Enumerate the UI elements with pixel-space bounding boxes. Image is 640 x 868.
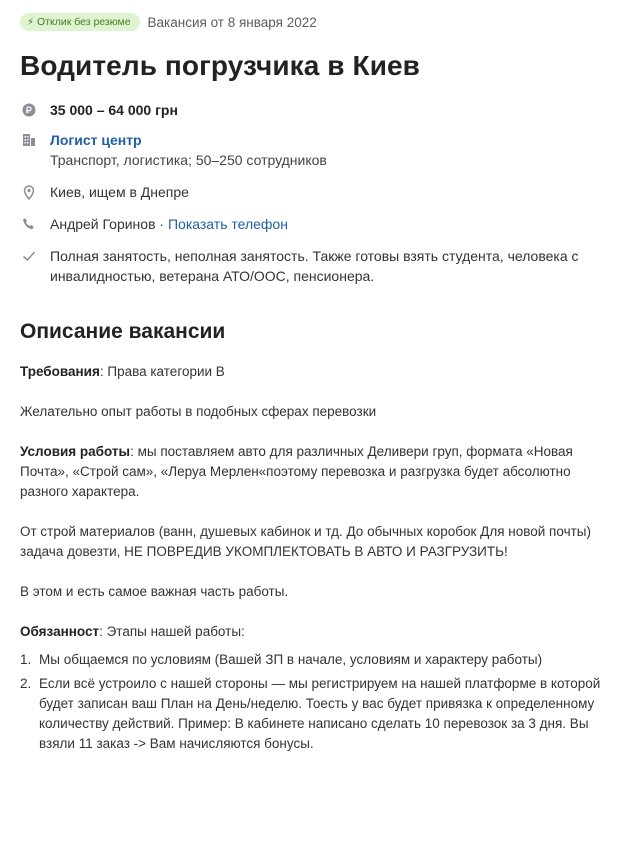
list-item <box>20 650 620 670</box>
vacancy-meta-row <box>20 12 620 32</box>
vacancy-info <box>20 100 620 286</box>
vacancy-date: Вакансия от 8 января 2022 <box>147 14 317 30</box>
requirements-paragraph <box>20 362 620 382</box>
requirements-label: Требования <box>20 364 100 379</box>
experience-paragraph: Желательно опыт работы в подобных сферах перевозки <box>20 404 377 419</box>
vacancy-description <box>20 362 620 754</box>
show-phone-link[interactable]: Показать телефон <box>167 216 288 232</box>
duties-paragraph <box>20 622 620 642</box>
contact-separator: · <box>155 216 168 232</box>
conditions-text: : мы поставляем авто для различных Деливери груп, формата «Новая Почта», «Строй сам», «Леруа Мерлен«поэтому перевозка и разгрузка будет абсолютно разного характера. <box>20 444 573 499</box>
conditions-paragraph <box>20 442 620 502</box>
salary-row <box>20 100 620 120</box>
materials-paragraph: От строй материалов (ванн, душевых кабинок и тд. До обычных коробок Для новой почты) задача довезти, НЕ ПОВРЕДИВ УКОМПЛЕКТОВАТЬ В АВТО И РАЗГРУЗИТЬ! <box>20 524 591 559</box>
phone-icon <box>20 215 38 233</box>
salary-value: 35 000 – 64 000 грн <box>50 102 178 118</box>
checkmark-icon <box>20 247 38 265</box>
step-text: Мы общаемся по условиям (Вашей ЗП в начале, условиям и характеру работы) <box>39 652 543 667</box>
salary-icon <box>20 101 38 119</box>
company-row <box>20 130 620 170</box>
employment-row <box>20 246 620 286</box>
employment-text: Полная занятость, неполная занятость. Также готовы взять студента, человека с инвалидностью, ветерана АТО/ООС, пенсионера. <box>50 248 579 284</box>
badge-label: Отклик без резюме <box>37 16 131 28</box>
requirements-text: : Права категории В <box>99 364 225 379</box>
conditions-label: Условия работы <box>20 444 131 459</box>
location-text: Киев, ищем в Днепре <box>50 184 189 200</box>
duties-text: : Этапы нашей работы: <box>99 624 245 639</box>
bolt-icon: ⚡︎ <box>27 16 35 28</box>
no-resume-badge[interactable] <box>20 13 140 31</box>
location-row <box>20 182 620 202</box>
contact-name: Андрей Горинов <box>50 216 156 232</box>
step-text: Если всё устроило с нашей стороны — мы регистрируем на нашей платформе в которой будет записан ваш План на День/неделю. Тоесть у вас будет привязка к определенному количеству действий. Пример: В кабинете написано сделать 10 перевозок за 3 дня. Вы взяли 11 заказ -> Вам начисляются бонусы. <box>39 676 601 751</box>
list-item <box>20 674 620 754</box>
step-number: 2. <box>20 676 32 691</box>
duties-label: Обязанност <box>20 624 100 639</box>
description-heading: Описание вакансии <box>20 320 226 343</box>
location-pin-icon <box>20 183 38 201</box>
step-number: 1. <box>20 652 32 667</box>
building-icon <box>20 131 38 149</box>
duties-steps-list <box>20 650 620 754</box>
company-details: Транспорт, логистика; 50–250 сотрудников <box>50 152 327 168</box>
vacancy-title: Водитель погрузчика в Киев <box>20 50 420 81</box>
contact-row <box>20 214 620 234</box>
company-link[interactable]: Логист центр <box>50 132 142 148</box>
important-paragraph: В этом и есть самое важная часть работы. <box>20 584 289 599</box>
